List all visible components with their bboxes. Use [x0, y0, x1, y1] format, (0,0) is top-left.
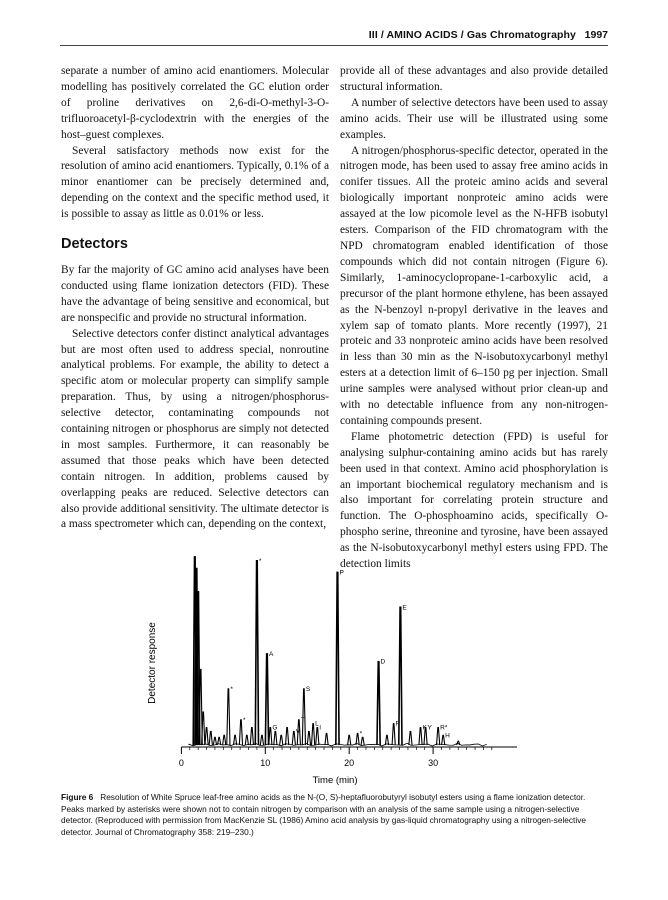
paragraph: By far the majority of GC amino acid analyses have been conducted using flame ionization detectors (FID). These have the advantage of being sensitive and economical, but are nonspecific and provide no structural information.: [61, 263, 329, 324]
x-axis-label: Time (min): [312, 775, 358, 786]
chromatogram-peak: [250, 728, 253, 745]
peak-label: L: [315, 720, 319, 728]
left-column: [61, 64, 329, 533]
paragraph: A number of selective detectors have been used to assay amino acids. Their use will be illustrated using some examples.: [340, 96, 608, 141]
x-tick-label: 10: [260, 758, 271, 768]
paragraph: Selective detectors confer distinct analytical advantages but are most often used to address special, nonroutine analytical problems. For example, the ability to detect a specific atom or molecular property can simplify sample preparation. Thus, by using a nitrogen/phosphorus-selective detector, contaminating compounds not containing nitrogen or phosphorus are simply not detected in most samples. Furthermore, it can reasonably be assumed that those peaks which have been detected contain nitrogen. In addition, problems caused by overlapping peaks are reduced. Selective detectors can also provide additional sensitivity. The ultimate detector is a mass spectrometer which can, depending on the context,: [61, 327, 329, 531]
section-heading: Detectors: [61, 236, 128, 253]
chromatogram-peak: [213, 737, 216, 745]
chromatogram-peak: [307, 731, 310, 745]
x-axis: [179, 747, 517, 768]
peaks-group: [189, 557, 487, 746]
chromatogram-peak: [336, 572, 339, 745]
paragraph: Several satisfactory methods now exist for the resolution of amino acid enantiomers. Typically, 0.1% of a minor enantiomer can be precisely determined and, depending on the context and the specific method used, it is possible to assay as little as 0.01% or less.: [61, 144, 329, 221]
peak-label: R*: [440, 724, 448, 732]
peak-label: F: [395, 720, 400, 728]
chromatogram-peak: [361, 737, 364, 745]
x-tick-label: 0: [178, 758, 184, 768]
peak-label: E: [402, 604, 407, 612]
chromatogram-peak: [348, 735, 351, 745]
peak-label: G: [272, 724, 278, 732]
peak-label: *: [230, 685, 233, 693]
chromatogram-peak: [227, 689, 230, 745]
x-tick-label: 30: [428, 758, 439, 768]
paragraph: A nitrogen/phosphorus-specific detector, operated in the nitrogen mode, has been used to assay free amino acids in conifer tissues. All the proteic amino acids and several biologically important nonproteic amino acids were assayed at the low picomole level as the N-HFB isobutyl esters. Comparison of the FID chromatogram with the NPD chromatogram enabled identification of those compounds which did not contain nitrogen (Figure 6). Similarly, 1-aminocyclopropane-1-carboxylic acid, a precursor of the plant hormone ethylene, has been assayed as the N-benzoyl n-propyl derivative in the leaves and xylem sap of tomato plants. More recently (1997), 21 proteic and 33 nonproteic amino acids have been resolved in less than 30 min as the N-isobutoxycarbonyl methyl esters at a detection limit of 6–150 pg per injection. Small urine samples were analysed without prior clean-up and with no detectable influence from any non-nitrogen-containing compounds present.: [340, 144, 608, 427]
chromatogram-svg: [135, 545, 535, 790]
running-title: III / AMINO ACIDS / Gas Chromatography: [368, 29, 576, 41]
chromatogram-peak: [325, 733, 328, 745]
peak-label: A: [268, 650, 274, 658]
chromatogram-peak: [209, 731, 212, 745]
paragraph: Flame photometric detection (FPD) is useful for analysing sulphur-containing amino acids but has rarely been used in that context. Amino acid phosphorylation is an important biochemical regulatory mechanism and is also important for correlating protein structure and function. The O-phosphoamino acids, specifically O-phospho serine, threonine and tyrosine, have been assayed as the N-isobutoxycarbonyl methyl esters using FPD. The detection limits: [340, 430, 608, 571]
peak-label: *: [258, 557, 262, 565]
running-header: [60, 23, 608, 46]
chromatogram-peak: [274, 731, 277, 745]
chromatogram-peak: [286, 728, 289, 745]
x-tick-label: 20: [344, 758, 355, 768]
chromatogram-peak: [409, 731, 412, 745]
chromatogram-peak: [260, 735, 263, 745]
peak-label: H: [445, 732, 450, 740]
peak-label: S: [305, 685, 311, 693]
peak-labels-group: [230, 558, 450, 740]
peak-label: *: [242, 716, 246, 724]
page-number: 1997: [584, 29, 608, 41]
chromatogram-peak: [245, 735, 248, 745]
caption-text: Resolution of White Spruce leaf-free amino acids as the N-(O, S)-heptafluorobutyryl isobutyl esters using a flame ionization detector. Peaks marked by asterisks were shown not to contain nitrogen by comparison with an analysis of the same sample using a nitrogen-selective detector. (Reproduced with permission from MacKenzie SL (1986) Amino acid analysis by gas-liquid chromatography using a nitrogen-selective detector. Journal of Chromatography 358: 219–230.): [61, 792, 586, 837]
figure-6-chromatogram: [135, 545, 535, 790]
chromatogram-peak: [265, 654, 268, 745]
chromatogram-peak: [377, 662, 380, 745]
chromatogram-peak: [255, 561, 258, 745]
chromatogram-peak: [457, 741, 460, 745]
peak-label: Y: [427, 724, 432, 732]
peak-label: D: [380, 658, 386, 666]
chromatogram-peak: [280, 735, 283, 745]
peak-label: I: [319, 724, 322, 732]
peak-label: *: [359, 730, 363, 738]
peak-label: V: [295, 728, 301, 736]
caption-label: Figure 6: [61, 792, 94, 802]
paragraph: separate a number of amino acid enantiomers. Molecular modelling has positively correlated the GC elution order of proline derivatives on 2,6-di-O-methyl-3-O-trifluoroacetyl-β-cyclodextrin with the energies of the host–guest complexes.: [61, 65, 329, 141]
peak-label: P: [339, 569, 344, 577]
peak-label: K: [422, 724, 427, 732]
y-axis-label: Detector response: [147, 622, 158, 704]
chromatogram-peak: [385, 735, 388, 745]
chromatogram-peak: [223, 735, 226, 745]
peak-label: T: [300, 716, 305, 724]
paragraph: provide all of these advantages and also provide detailed structural information.: [340, 65, 608, 93]
right-column: [340, 64, 608, 573]
figure-caption: [61, 792, 609, 838]
chromatogram-peak: [205, 728, 208, 745]
